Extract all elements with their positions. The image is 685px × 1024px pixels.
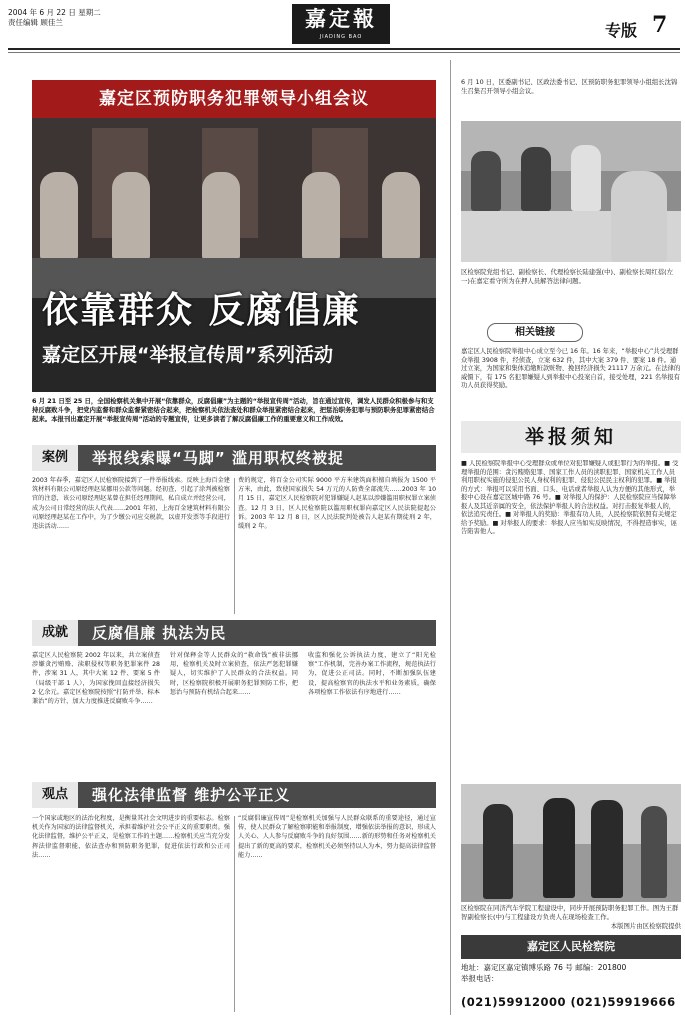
photo-person	[382, 172, 420, 260]
photo-person	[302, 172, 340, 260]
column-divider	[234, 478, 235, 614]
photo-person	[112, 172, 150, 260]
column-divider	[234, 816, 235, 1012]
masthead-pinyin: JIADING BAO	[319, 34, 363, 40]
address: 地址：嘉定区嘉定镇博乐路 76 号 邮编：201800	[461, 963, 627, 972]
address-block	[461, 962, 626, 984]
date-line: 2004 年 6 月 22 日 星期二	[8, 8, 101, 17]
hero-photo	[32, 80, 436, 392]
editor-line: 责任编辑 顾佳兰	[8, 18, 63, 27]
masthead-title: 嘉定報	[305, 6, 377, 31]
top-right-caption: 6 月 10 日，区委副书记、区政法委书记、区预防职务犯罪领导小组组长沈锦生召集召开领导小组会议。	[461, 78, 678, 95]
header-rule	[8, 48, 680, 50]
organization-name: 嘉定区人民检察院	[461, 935, 681, 959]
section-bar-case	[32, 445, 436, 471]
achievement-column-1: 嘉定区人民检察院 2002 年以来，共立案侦查涉嫌贪污贿赂、渎职侵权等职务犯罪案件 28 件，涉案 31 人，其中大案 12 件、要案 5 件（局级干部 1 人），为国家挽回直接经济损失 2 亿余元。嘉定区检察院按照“打防并举、标本兼治”的方针，加大力度推进反腐败斗争……	[32, 652, 160, 706]
section-title: 举报线索曝“马脚” 滥用职权终被捉	[92, 449, 344, 467]
header-rule-thin	[8, 52, 680, 53]
section-tag: 案例	[32, 445, 78, 471]
related-link-label: 相关链接	[487, 323, 583, 342]
site-inspection-photo	[461, 784, 681, 902]
related-link-text: 嘉定区人民检察院举报中心成立至今已 16 年。16 年来，“举报中心”共受理群众举报 3908 件，经侦查，立案 632 件，其中大案 379 件、要案 18 件。通过立案，为国家和集体追缴赃款赃物、挽回经济损失 21117 万余元。在法律的威慑下，有 175 名犯罪嫌疑人到举报中心投案自首，接受处理，221 名举报有功人员获得奖励。	[461, 348, 681, 389]
viewpoint-column-1: 一个国家或地区的法治化程度，是衡量其社会文明进步的重要标志。检察机关作为国家的法律监督机关，承担着维护社会公平正义的重要职责。强化法律监督，维护公平正义，是检察工作的主题……检察机关应当充分发挥法律监督职能，依法查办和预防职务犯罪，促进依法行政和公正司法……	[32, 815, 230, 859]
photo-person	[202, 172, 240, 260]
hero-tagline: 依靠群众 反腐倡廉	[42, 290, 361, 331]
case-column-2: 费的规定，将百金公司实际 9000 平方米建筑面积擅自填报为 1500 平方米，由此，致使国家损失 54 万元的人防费全部流失……2003 年 10 月 15 日，嘉定区人民检察院对犯罪嫌疑人赵某以涉嫌滥用职权罪立案侦查。12 月 3 日，区人民检察院以滥用职权罪向嘉定区人民法院提起公诉。2003 年 12 月 8 日，区人民法院判处被告人赵某有期徒刑 2 年，缓刑 2 年。	[238, 477, 436, 531]
section-tag: 观点	[32, 782, 78, 808]
notice-title: 举报须知	[461, 421, 681, 453]
section-bar-viewpoint	[32, 782, 436, 808]
phone-label: 举报电话：	[461, 974, 499, 983]
right-column-divider	[450, 60, 451, 1015]
hero-subtitle: 嘉定区开展“举报宣传周”系列活动	[42, 344, 333, 366]
intro-paragraph: 6 月 21 日至 25 日，全国检察机关集中开展“依靠群众，反腐倡廉”为主题的“举报宣传周”活动，旨在通过宣传，调发人民群众积极参与和支持反腐败斗争，把党内监督和群众监督紧密结合起来，把检察机关依法查处和群众举报紧密结合起来，把惩治职务犯罪与预防职务犯罪紧密结合起来。本报刊出嘉定开展“举报宣传周”活动的专题宣传，让更多读者了解反腐倡廉工作的重要意义和工作成效。	[32, 397, 435, 423]
photo-credit: 本版图片由区检察院提供	[610, 922, 681, 930]
masthead	[292, 4, 390, 44]
case-column-1: 2003 年春季，嘉定区人民检察院接到了一件举报线索。反映上海百金建筑材料有限公司原经理赵某挪用公款等问题。经初查，引起了涂判被检察官的注意，该公司原经理赵某曾在担任经理期间，私自成立并经营公司，成为公司日常经营的法人代表……2001 年初，上海百金建筑材料有限公司原经理赵某在工作中，为了少缴公司应交税款，以虚开发票等手段进行违法活动……	[32, 477, 230, 531]
section-tag: 成就	[32, 620, 78, 646]
issue-info	[8, 8, 101, 28]
section-title: 强化法律监督 维护公平正义	[92, 786, 291, 804]
meeting-banner: 嘉定区预防职务犯罪领导小组会议	[32, 80, 436, 118]
page-number: 7	[652, 12, 668, 38]
notice-text: ■ 人民检察院举报中心受理群众或单位对犯罪嫌疑人或犯罪行为的举报。■ 受理举报的范围：贪污贿赂犯罪、国家工作人员的渎职犯罪、国家机关工作人员利用职权实施的侵犯公民人身权利的犯罪、侵犯公民民主权利的犯罪。■ 举报的方式：举报可以采用书面、口头、电话或者举报人认为方便的其他形式，举报中心设在嘉定区城中路 76 号。■ 对举报人的保护：人民检察院应当保障举报人及其近亲属的安全，依法保护举报人的合法权益。对打击报复举报人的，依法追究责任。■ 对举报人的奖励：举报有功人员，人民检察院依照有关规定给予奖励。■ 对举报人的要求：举报人应当如实反映情况，不得捏造事实，诬告陷害他人。	[461, 460, 679, 535]
detention-photo	[461, 121, 681, 262]
section-title: 反腐倡廉 执法为民	[92, 624, 227, 642]
section-bar-achievement	[32, 620, 436, 646]
achievement-column-2: 针对保释金等人民群众的“救命钱”被非法挪用，检察机关及时立案侦查，依法严惩犯罪嫌疑人，切实维护了人民群众的合法权益。同时，区检察院积极开展职务犯罪预防工作，把惩治与预防有机结合起来……	[170, 652, 298, 696]
photo-person	[40, 172, 78, 260]
site-inspection-caption: 区检察院在同济汽车学院工程建设中，同步开展预防职务犯罪工作。图为王群智副检察长(中)与工程建设方负责人在现场检查工作。	[461, 904, 679, 921]
achievement-column-3: 收监和强化公诉执法力度，建立了“阳光检察”工作机制，完善办案工作流程，规范执法行为，促进公正司法。同时，不断加强队伍建设，提高检察官的执法水平和业务素质，确保各项检察工作依法有序地进行……	[308, 652, 436, 696]
report-phone-numbers: (021)59912000 (021)59919666	[461, 995, 676, 1009]
detention-caption: 区检察院党组书记、副检察长、代理检察长陆建强(中)、副检察长周红蓓(左一)在嘉定看守所为在押人员解答法律问题。	[461, 268, 673, 285]
section-label: 专版	[605, 21, 638, 40]
viewpoint-column-2: “反腐倡廉宣传周”是检察机关加强与人民群众联系的重要途径，通过宣传，使人民群众了解检察职能和举报制度，增强依法举报的意识，形成人人关心、人人参与反腐败斗争的良好氛围……新的形势和任务对检察机关提出了新的更高的要求，检察机关必须坚持以人为本，努力提高法律监督能力……	[238, 815, 436, 859]
